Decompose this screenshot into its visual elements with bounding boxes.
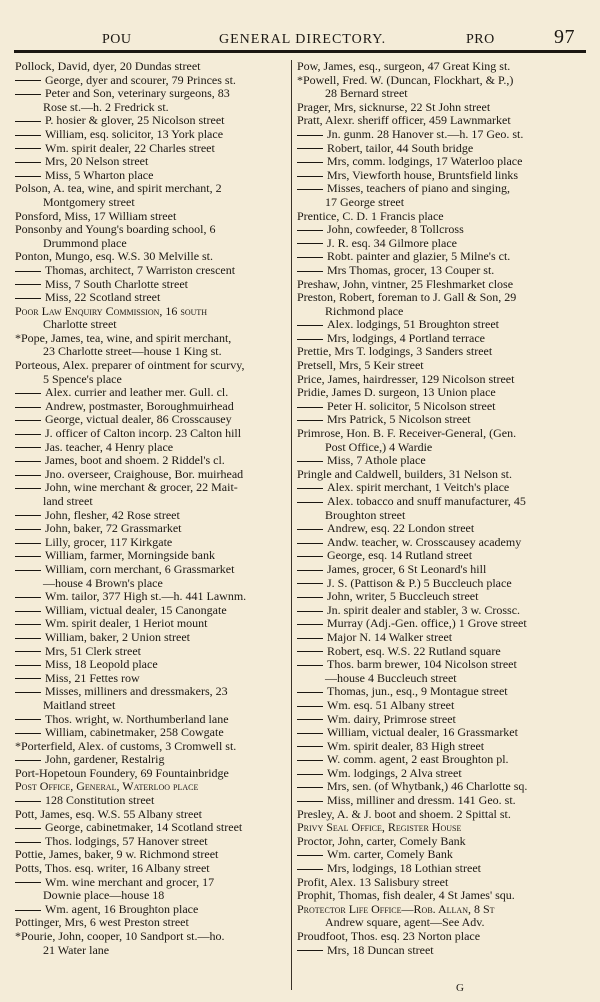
directory-entry: 23 Charlotte street—house 1 King st.	[43, 345, 222, 359]
directory-entry: land street	[43, 495, 93, 508]
directory-entry: Wm. spirit dealer, 83 High street	[297, 740, 587, 754]
directory-entry: Alex. tobacco and snuff manufacturer, 45	[297, 495, 587, 509]
directory-entry: Miss, 21 Fettes row	[15, 672, 291, 686]
directory-entry: Mrs, 51 Clerk street	[15, 645, 291, 659]
header-left-guide-word: POU	[102, 32, 132, 47]
directory-entry: Mrs, 18 Duncan street	[297, 944, 587, 958]
directory-entry: Pottie, James, baker, 9 w. Richmond street	[15, 848, 219, 862]
directory-entry: Primrose, Hon. B. F. Receiver-General, (Gen.	[297, 427, 517, 441]
directory-entry: Alex. currier and leather mer. Gull. cl.	[15, 386, 291, 400]
left-column	[15, 60, 291, 957]
directory-entry: Potts, Thos. esq. writer, 16 Albany street	[15, 862, 210, 876]
directory-entry: James, boot and shoem. 2 Riddel's cl.	[15, 454, 291, 468]
directory-entry: Wm. spirit dealer, 1 Heriot mount	[15, 617, 291, 631]
directory-entry: Pott, James, esq. W.S. 55 Albany street	[15, 807, 202, 821]
directory-entry: William, baker, 2 Union street	[15, 631, 291, 645]
directory-entry: Pratt, Alexr. sheriff officer, 459 Lawnmarket	[297, 114, 511, 128]
directory-entry: 21 Water lane	[43, 943, 110, 957]
directory-entry: Miss, 22 Scotland street	[15, 291, 291, 305]
directory-entry: Mrs, comm. lodgings, 17 Waterloo place	[297, 155, 587, 169]
directory-entry: Post Office, General, Waterloo place	[15, 780, 199, 794]
directory-entry: *Pope, James, tea, wine, and spirit merchant,	[15, 331, 232, 345]
directory-entry: William, farmer, Morningside bank	[15, 549, 291, 563]
directory-entry: Prettie, Mrs T. lodgings, 3 Sanders street	[297, 345, 493, 359]
directory-entry: Preshaw, John, vintner, 25 Fleshmarket close	[297, 277, 514, 291]
directory-entry: Protector Life Office—Rob. Allan, 8 St	[297, 902, 495, 916]
directory-entry: Wm. lodgings, 2 Alva street	[297, 767, 587, 781]
header-rule	[14, 50, 586, 53]
directory-entry: Misses, teachers of piano and singing,	[297, 182, 587, 196]
directory-entry: Ponton, Mungo, esq. W.S. 30 Melville st.	[15, 250, 214, 264]
directory-entry: Misses, milliners and dressmakers, 23	[15, 685, 291, 699]
directory-entry: Andrew, esq. 22 London street	[297, 522, 587, 536]
directory-entry: John, baker, 72 Grassmarket	[15, 522, 291, 536]
directory-entry: John, wine merchant & grocer, 22 Mait-	[15, 481, 291, 495]
header-right-guide-word: PRO	[466, 32, 495, 47]
directory-entry: Pretsell, Mrs, 5 Keir street	[297, 359, 424, 373]
directory-entry: —house 4 Brown's place	[43, 576, 163, 590]
directory-entry: William, corn merchant, 6 Grassmarket	[15, 563, 291, 577]
directory-entry: Peter and Son, veterinary surgeons, 83	[15, 87, 291, 101]
directory-entry: William, victual dealer, 15 Canongate	[15, 604, 291, 618]
directory-entry: Post Office,) 4 Wardie	[325, 440, 433, 454]
directory-entry: John, gardener, Restalrig	[15, 753, 291, 767]
directory-entry: Montgomery street	[43, 195, 135, 209]
directory-entry: Proctor, John, carter, Comely Bank	[297, 834, 466, 848]
directory-entry: Miss, 7 Athole place	[297, 454, 587, 468]
directory-entry: Poor Law Enquiry Commission, 16 south	[15, 304, 208, 318]
directory-entry: Wm. spirit dealer, 22 Charles street	[15, 142, 291, 156]
directory-entry: Privy Seal Office, Register House	[297, 821, 462, 835]
directory-entry: Peter H. solicitor, 5 Nicolson street	[297, 400, 587, 414]
directory-entry: J. R. esq. 34 Gilmore place	[297, 237, 587, 251]
directory-entry: Polson, A. tea, wine, and spirit merchant, 2	[15, 182, 222, 196]
directory-entry: Lilly, grocer, 117 Kirkgate	[15, 536, 291, 550]
directory-entry: John, cowfeeder, 8 Tollcross	[297, 223, 587, 237]
directory-entry: Broughton street	[325, 508, 406, 522]
directory-entry: 128 Constitution street	[15, 794, 291, 808]
directory-entry: Wm. tailor, 377 High st.—h. 441 Lawnm.	[15, 590, 291, 604]
directory-entry: Prophit, Thomas, fish dealer, 4 St James' squ.	[297, 889, 515, 903]
directory-entry: Port-Hopetoun Foundery, 69 Fountainbridge	[15, 766, 229, 780]
directory-entry: Mrs, 20 Nelson street	[15, 155, 291, 169]
directory-entry: Wm. carter, Comely Bank	[297, 848, 587, 862]
directory-entry: Miss, 7 South Charlotte street	[15, 278, 291, 292]
directory-entry: Thos. barm brewer, 104 Nicolson street	[297, 658, 587, 672]
directory-entry: Alex. spirit merchant, 1 Veitch's place	[297, 481, 587, 495]
directory-entry: Profit, Alex. 13 Salisbury street	[297, 875, 449, 889]
directory-entry: Robert, esq. W.S. 22 Rutland square	[297, 645, 587, 659]
directory-entry: Wm. agent, 16 Broughton place	[15, 903, 291, 917]
directory-entry: Ponsonby and Young's boarding school, 6	[15, 223, 216, 237]
directory-entry: 28 Bernard street	[325, 87, 408, 101]
directory-entry: Prentice, C. D. 1 Francis place	[297, 209, 444, 223]
directory-entry: W. comm. agent, 2 east Broughton pl.	[297, 753, 587, 767]
directory-entry: Ponsford, Miss, 17 William street	[15, 209, 177, 223]
directory-entry: Robt. painter and glazier, 5 Milne's ct.	[297, 250, 587, 264]
directory-entry: George, dyer and scourer, 79 Princes st.	[15, 74, 291, 88]
directory-entry: Maitland street	[43, 698, 116, 712]
directory-entry: Preston, Robert, foreman to J. Gall & Son, 29	[297, 291, 517, 305]
directory-entry: Mrs, lodgings, 4 Portland terrace	[297, 332, 587, 346]
directory-entry: James, grocer, 6 St Leonard's hill	[297, 563, 587, 577]
directory-entry: —house 4 Buccleuch street	[325, 671, 457, 685]
directory-entry: John, writer, 5 Buccleuch street	[297, 590, 587, 604]
directory-entry: Price, James, hairdresser, 129 Nicolson street	[297, 372, 515, 386]
signature-mark: G	[456, 982, 464, 994]
directory-entry: Mrs Patrick, 5 Nicolson street	[297, 413, 587, 427]
directory-entry: Pow, James, esq., surgeon, 47 Great King st.	[297, 60, 511, 73]
directory-entry: J. S. (Pattison & P.) 5 Buccleuch place	[297, 577, 587, 591]
column-divider	[291, 60, 292, 990]
directory-entry: Proudfoot, Thos. esq. 23 Norton place	[297, 930, 481, 943]
running-header	[14, 28, 586, 52]
directory-entry: William, cabinetmaker, 258 Cowgate	[15, 726, 291, 740]
directory-entry: Downie place—house 18	[43, 889, 165, 903]
directory-entry: Miss, 5 Wharton place	[15, 169, 291, 183]
directory-entry: Charlotte street	[43, 318, 117, 332]
directory-entry: George, cabinetmaker, 14 Scotland street	[15, 821, 291, 835]
directory-entry: Porteous, Alex. preparer of ointment for scurvy,	[15, 359, 245, 373]
directory-entry: Wm. wine merchant and grocer, 17	[15, 876, 291, 890]
right-column	[297, 60, 587, 957]
directory-entry: Richmond place	[325, 304, 404, 318]
directory-entry: Andw. teacher, w. Crosscausey academy	[297, 536, 587, 550]
directory-entry: Thos. lodgings, 57 Hanover street	[15, 835, 291, 849]
directory-entry: Drummond place	[43, 236, 127, 250]
directory-entry: Miss, 18 Leopold place	[15, 658, 291, 672]
directory-entry: George, victual dealer, 86 Crosscausey	[15, 413, 291, 427]
directory-entry: Andrew square, agent—See Adv.	[325, 916, 485, 930]
directory-entry: Miss, milliner and dressm. 141 Geo. st.	[297, 794, 587, 808]
directory-entry: Wm. esq. 51 Albany street	[297, 699, 587, 713]
directory-entry: Presley, A. & J. boot and shoem. 2 Spittal st.	[297, 807, 511, 821]
directory-entry: William, victual dealer, 16 Grassmarket	[297, 726, 587, 740]
directory-entry: Mrs Thomas, grocer, 13 Couper st.	[297, 264, 587, 278]
directory-entry: Mrs, Viewforth house, Bruntsfield links	[297, 169, 587, 183]
directory-entry: Murray (Adj.-Gen. office,) 1 Grove street	[297, 617, 587, 631]
directory-entry: Jas. teacher, 4 Henry place	[15, 441, 291, 455]
directory-entry: J. officer of Calton incorp. 23 Calton hill	[15, 427, 291, 441]
directory-entry: Jn. gunm. 28 Hanover st.—h. 17 Geo. st.	[297, 128, 587, 142]
directory-entry: William, esq. solicitor, 13 York place	[15, 128, 291, 142]
directory-entry: Andrew, postmaster, Boroughmuirhead	[15, 400, 291, 414]
directory-entry: Jno. overseer, Craighouse, Bor. muirhead	[15, 468, 291, 482]
directory-entry: Pollock, David, dyer, 20 Dundas street	[15, 60, 201, 73]
directory-entry: Prager, Mrs, sicknurse, 22 St John street	[297, 100, 491, 114]
directory-entry: Mrs, lodgings, 18 Lothian street	[297, 862, 587, 876]
directory-entry: Pridie, James D. surgeon, 13 Union place	[297, 386, 496, 400]
directory-entry: *Powell, Fred. W. (Duncan, Flockhart, & P.,)	[297, 73, 514, 87]
directory-entry: Wm. dairy, Primrose street	[297, 713, 587, 727]
directory-entry: Thomas, jun., esq., 9 Montague street	[297, 685, 587, 699]
directory-entry: Thos. wright, w. Northumberland lane	[15, 713, 291, 727]
directory-entry: Pringle and Caldwell, builders, 31 Nelson st.	[297, 467, 512, 481]
page-number: 97	[554, 26, 575, 48]
directory-entry: Major N. 14 Walker street	[297, 631, 587, 645]
directory-entry: Alex. lodgings, 51 Broughton street	[297, 318, 587, 332]
directory-entry: John, flesher, 42 Rose street	[15, 509, 291, 523]
directory-entry: P. hosier & glover, 25 Nicolson street	[15, 114, 291, 128]
directory-entry: Pottinger, Mrs, 6 west Preston street	[15, 916, 189, 930]
directory-entry: Jn. spirit dealer and stabler, 3 w. Crossc.	[297, 604, 587, 618]
directory-entry: George, esq. 14 Rutland street	[297, 549, 587, 563]
directory-entry: Mrs, sen. (of Whytbank,) 46 Charlotte sq.	[297, 780, 587, 794]
directory-entry: Rose st.—h. 2 Fredrick st.	[43, 100, 169, 114]
directory-entry: 5 Spence's place	[43, 372, 122, 386]
directory-entry: *Pourie, John, cooper, 10 Sandport st.—ho.	[15, 930, 225, 943]
header-title: GENERAL DIRECTORY.	[219, 32, 387, 47]
directory-entry: Thomas, architect, 7 Warriston crescent	[15, 264, 291, 278]
directory-entry: Robert, tailor, 44 South bridge	[297, 142, 587, 156]
directory-entry: 17 George street	[325, 195, 405, 209]
directory-entry: *Porterfield, Alex. of customs, 3 Cromwell st.	[15, 739, 237, 753]
